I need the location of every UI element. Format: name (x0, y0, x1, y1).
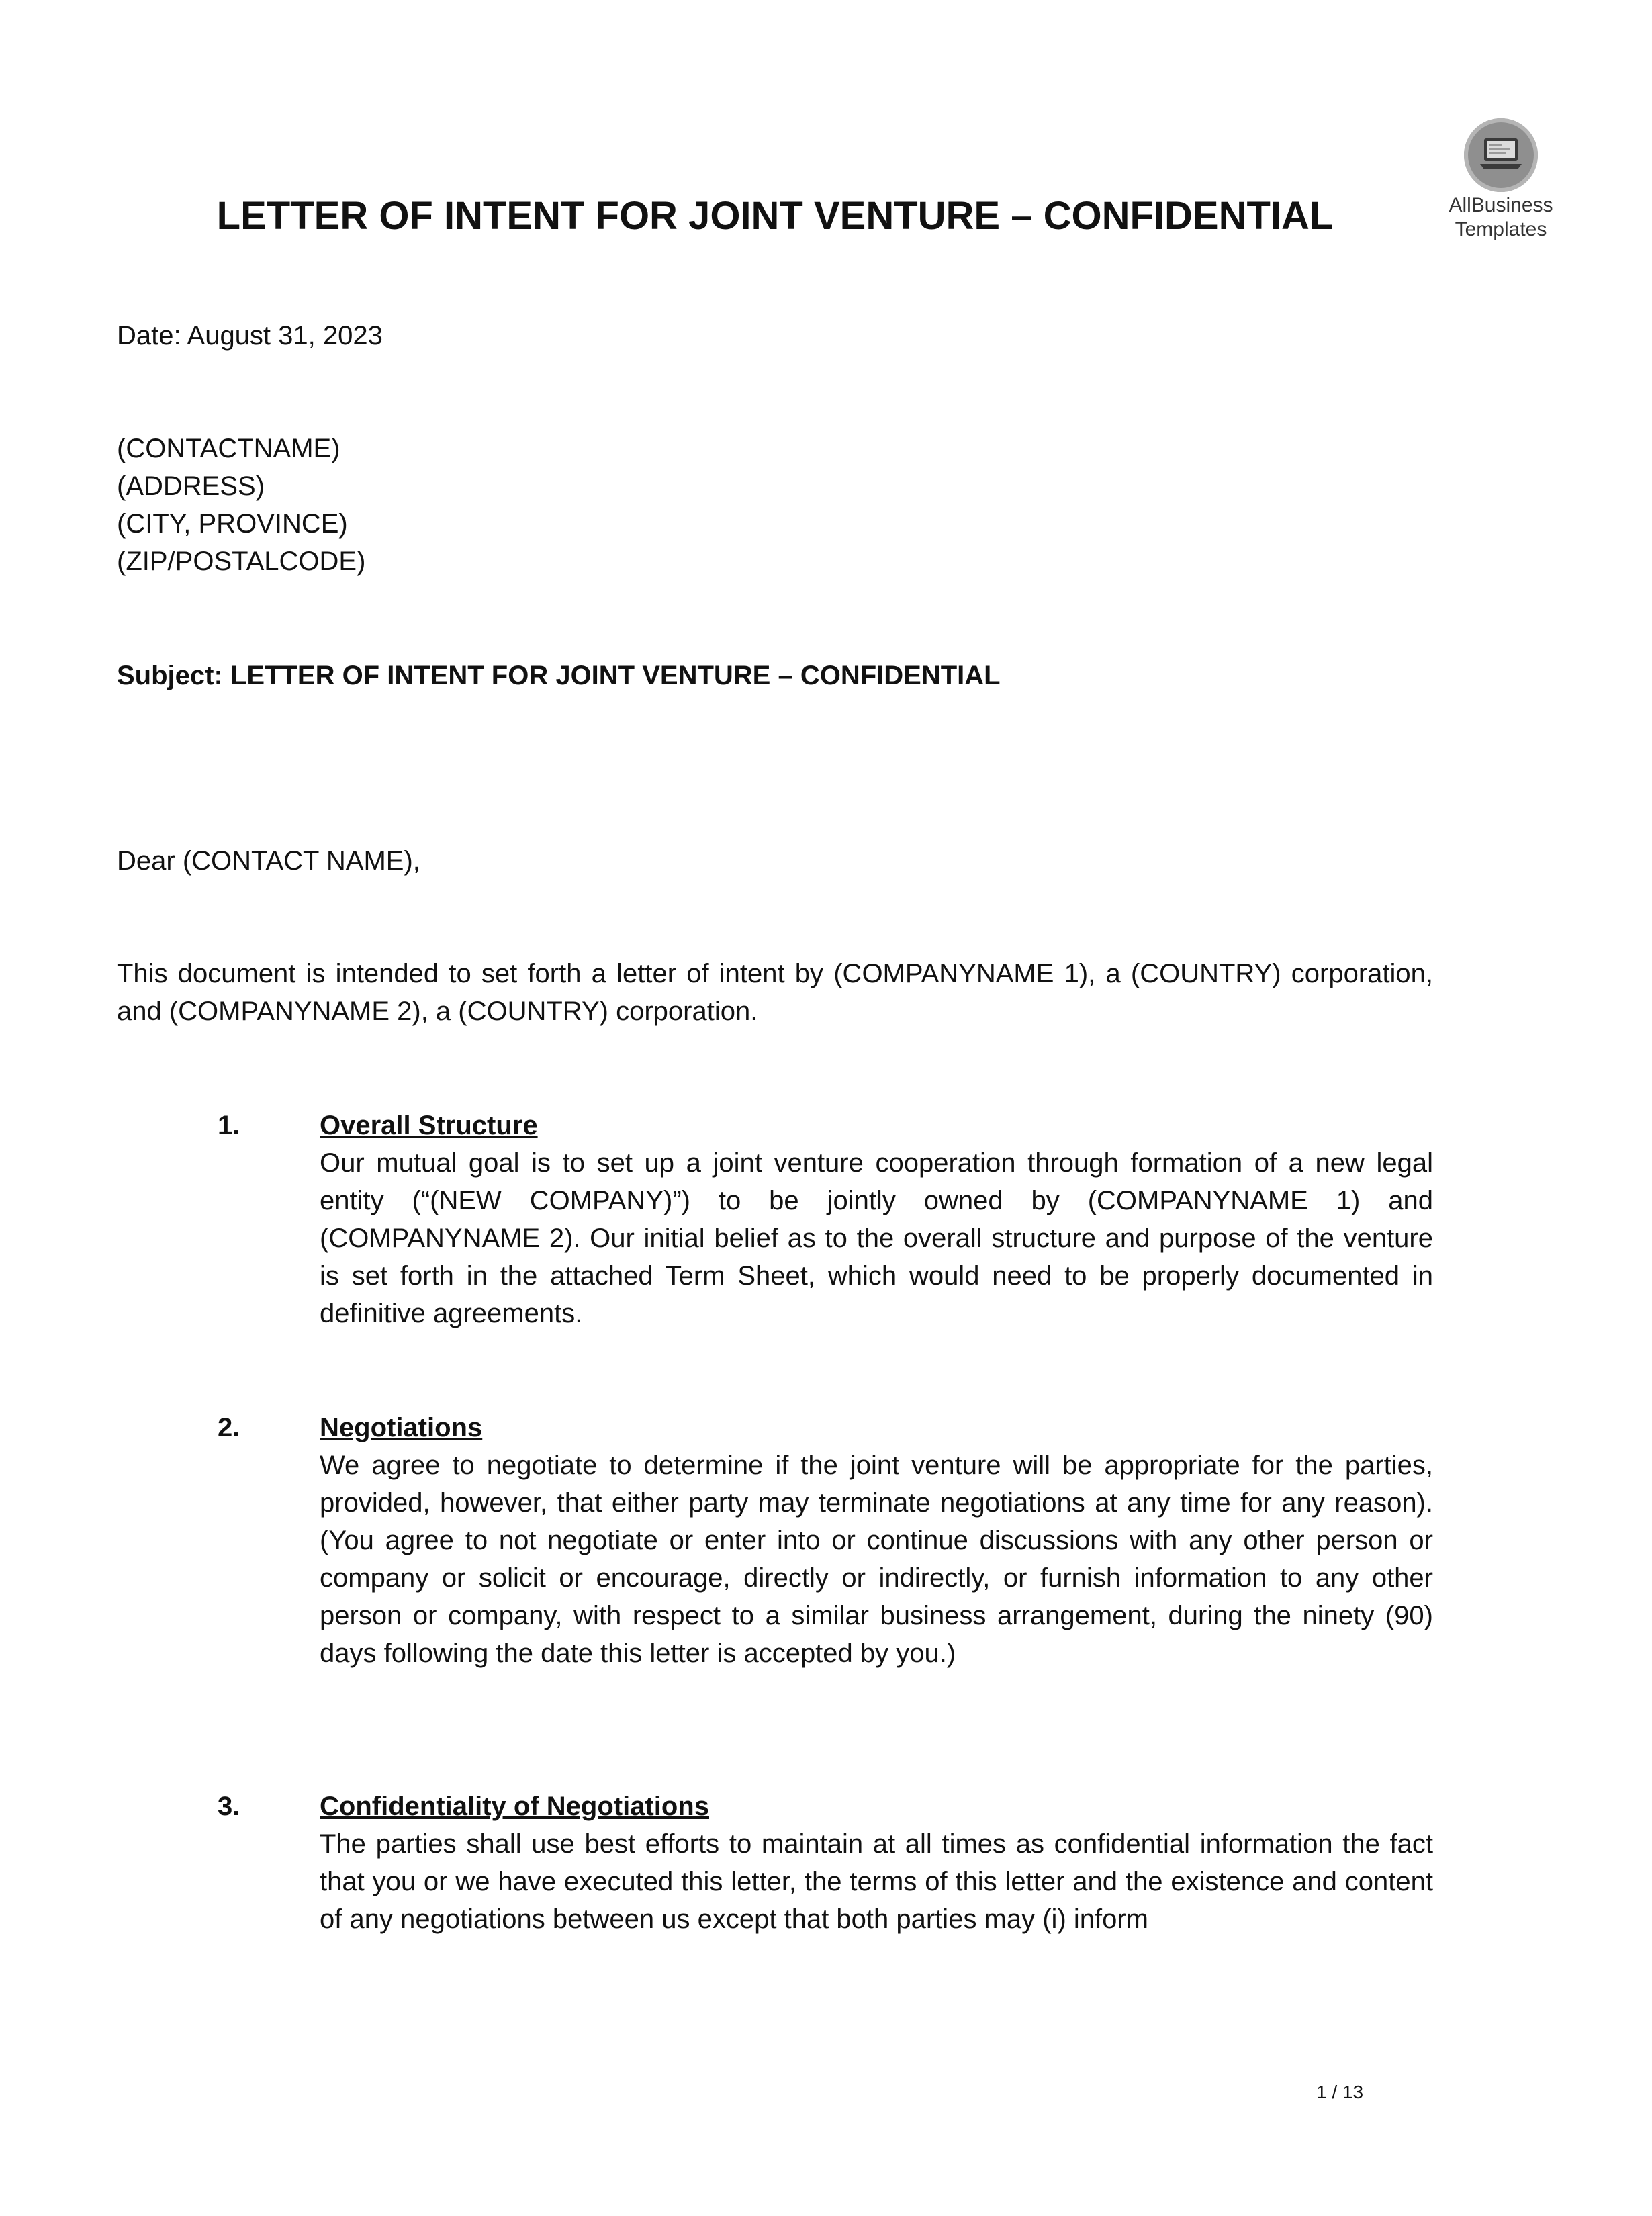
logo-text-line2: Templates (1455, 218, 1547, 240)
date-line: Date: August 31, 2023 (117, 321, 383, 351)
section-number: 1. (218, 1111, 240, 1140)
allbusiness-templates-logo (1437, 118, 1565, 240)
address-city-province: (CITY, PROVINCE) (117, 509, 348, 539)
document-title: LETTER OF INTENT FOR JOINT VENTURE – CONFIDENTIAL (216, 194, 1334, 238)
section-number: 2. (218, 1413, 240, 1442)
laptop-icon (1464, 118, 1538, 192)
address-contact-name: (CONTACTNAME) (117, 434, 340, 463)
page-number: 1 / 13 (1316, 2082, 1364, 2103)
section-number: 3. (218, 1792, 240, 1821)
section-heading: Overall Structure (320, 1111, 538, 1140)
logo-text-line1: AllBusiness (1449, 194, 1553, 216)
section-heading: Negotiations (320, 1413, 483, 1442)
address-street: (ADDRESS) (117, 471, 265, 501)
subject-line: Subject: LETTER OF INTENT FOR JOINT VENTURE – CONFIDENTIAL (117, 661, 1001, 690)
section-text: We agree to negotiate to determine if the joint venture will be appropriate for the parties, provided, however, that either party may terminate negotiations at any time for any reason). (You agree to not negotiate or enter into or continue discussions with any other person or company or solicit or encourage, directly or indirectly, or furnish information to any other person or company, with respect to a similar business arrangement, during the ninety (90) days following the date this letter is accepted by you.) (320, 1450, 1433, 1668)
salutation: Dear (CONTACT NAME), (117, 846, 420, 876)
recipient-address (117, 430, 365, 580)
section-heading: Confidentiality of Negotiations (320, 1792, 709, 1821)
intro-paragraph: This document is intended to set forth a letter of intent by (COMPANYNAME 1), a (COUNTRY) corporation, and (COMPANYNAME 2), a (COUNTRY) corporation. (117, 959, 1433, 1026)
section-text: Our mutual goal is to set up a joint venture cooperation through formation of a new legal entity (“(NEW COMPANY)”) to be jointly owned by (COMPANYNAME 1) and (COMPANYNAME 2). Our initial belief as to the overall structure and purpose of the venture is set forth in the attached Term Sheet, which would need to be properly documented in definitive agreements. (320, 1148, 1433, 1328)
address-zip: (ZIP/POSTALCODE) (117, 547, 366, 576)
section-text: The parties shall use best efforts to maintain at all times as confidential information the fact that you or we have executed this letter, the terms of this letter and the existence and content of any negotiations between us except that both parties may (i) inform (320, 1829, 1433, 1934)
